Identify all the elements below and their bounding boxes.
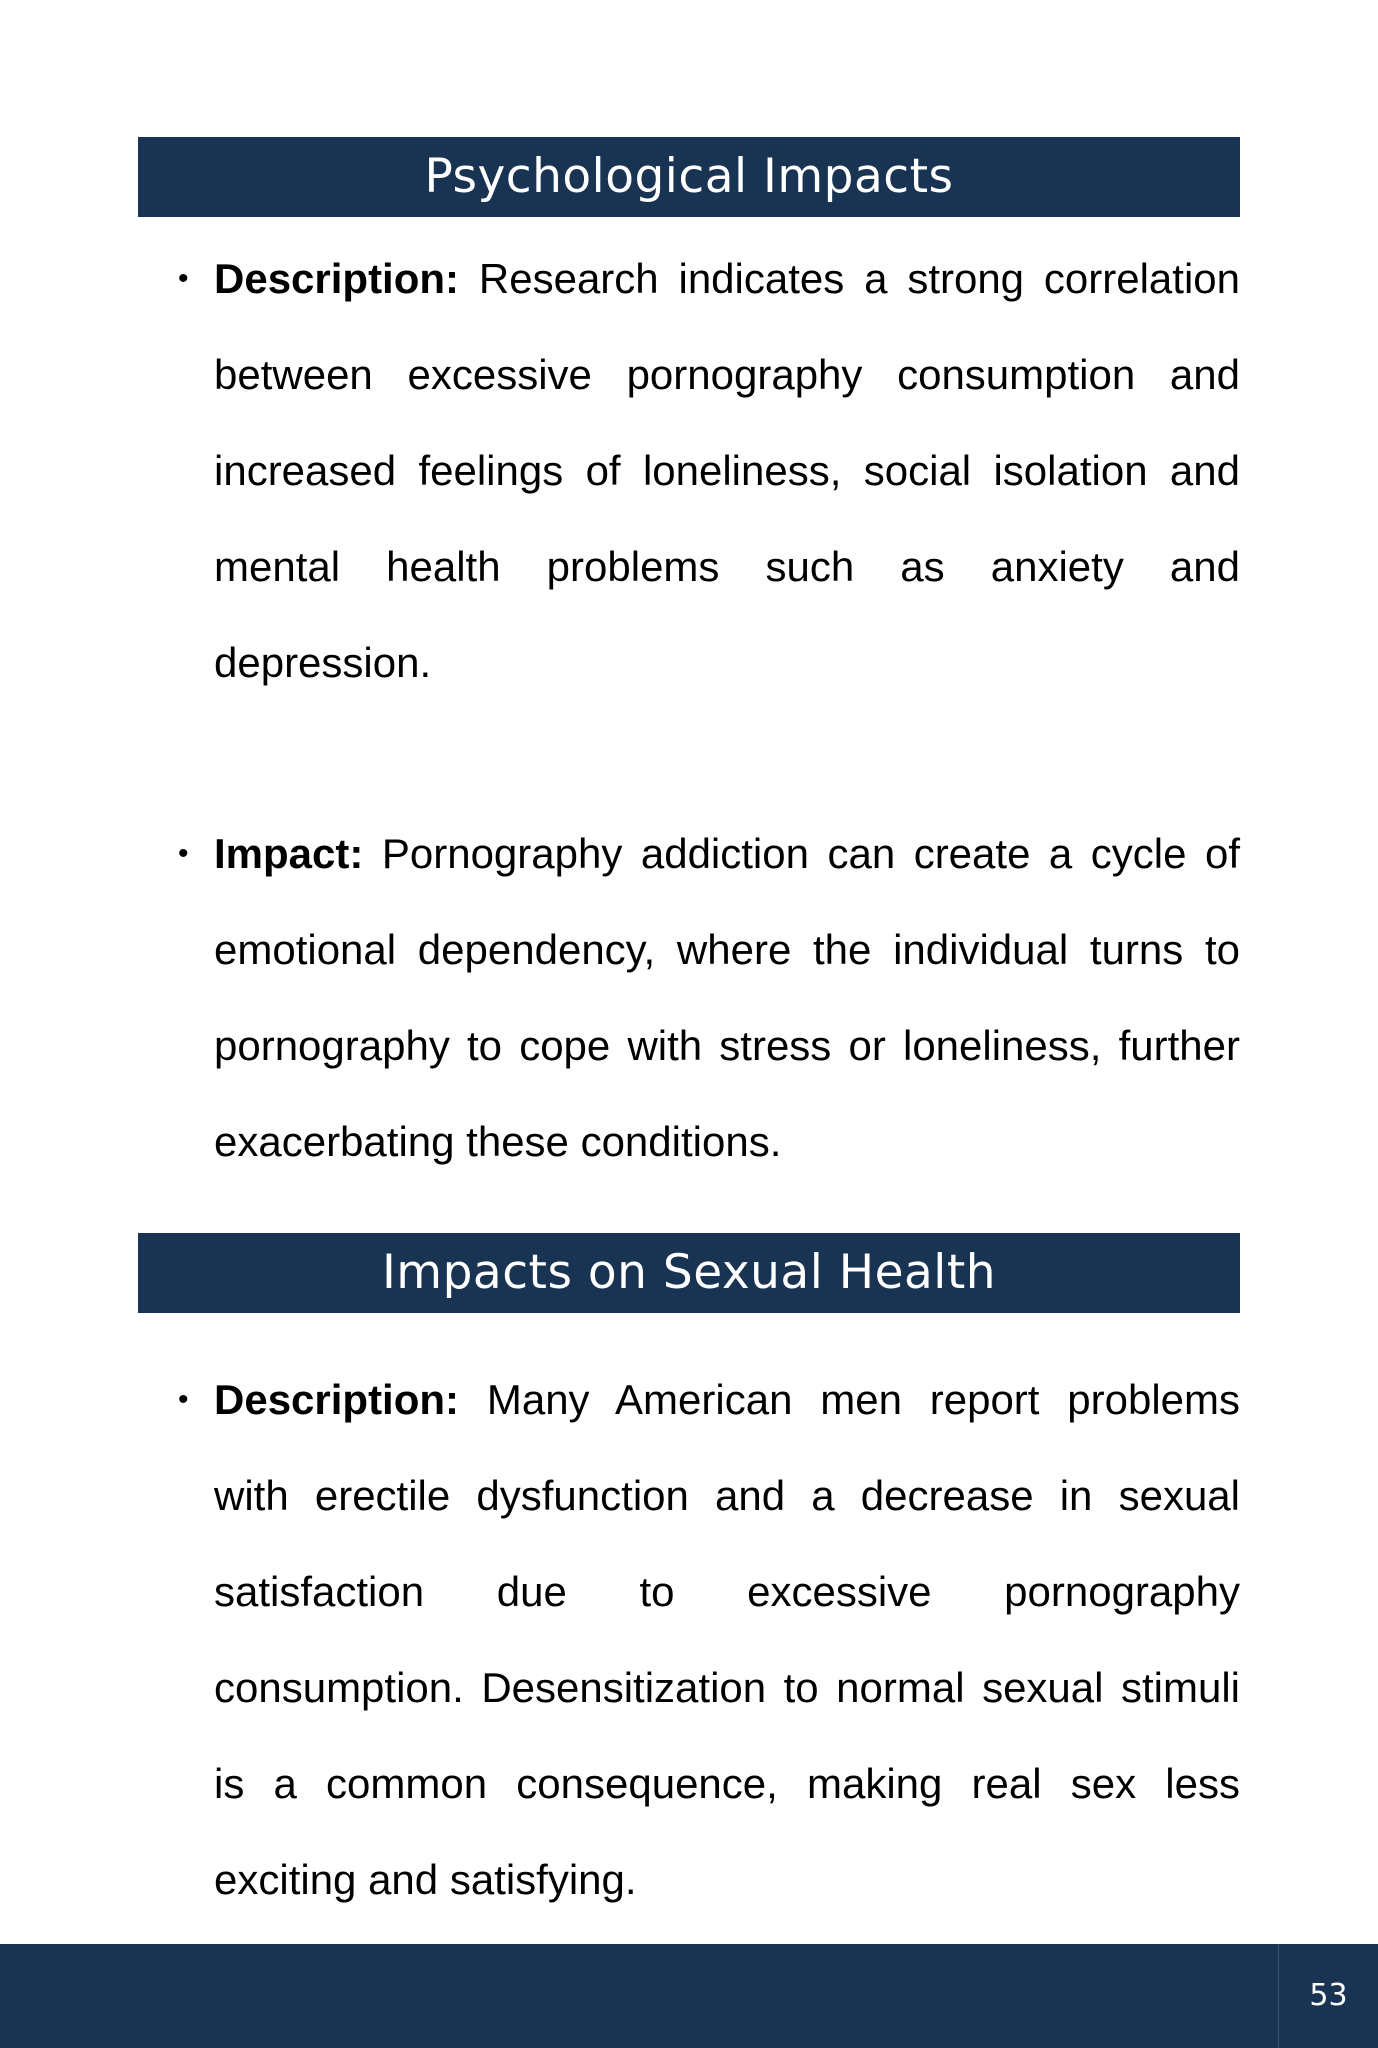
section-title-psychological-impacts: Psychological Impacts [138,137,1240,217]
item-text: Many American men report problems with erectile dysfunction and a decrease in sexual satisfaction due to excessive pornography consumption. Desensitization to normal sexual stimuli is a common consequence, making real sex less exciting and satisfying. [214,1376,1240,1903]
section-title-sexual-health: Impacts on Sexual Health [138,1233,1240,1313]
item-label: Description: [214,255,460,302]
bullet-list [138,806,1240,1190]
bullet-list [138,231,1240,711]
bullet-icon: • [178,262,189,295]
bullet-list [138,1352,1240,1928]
bullet-icon: • [178,837,189,870]
item-text: Pornography addiction can create a cycle of emotional dependency, where the individual turns to pornography to cope with stress or loneliness, further exacerbating these conditions. [214,830,1240,1165]
page-number: 53 [1278,1944,1378,2048]
page-footer [0,1944,1378,2048]
list-item [138,806,1240,1190]
bullet-icon: • [178,1383,189,1416]
list-item [138,1352,1240,1928]
item-label: Impact: [214,830,364,877]
item-label: Description: [214,1376,460,1423]
item-text: Research indicates a strong correlation between excessive pornography consumption and increased feelings of loneliness, social isolation and mental health problems such as anxiety and depression. [214,255,1240,686]
list-item [138,231,1240,711]
